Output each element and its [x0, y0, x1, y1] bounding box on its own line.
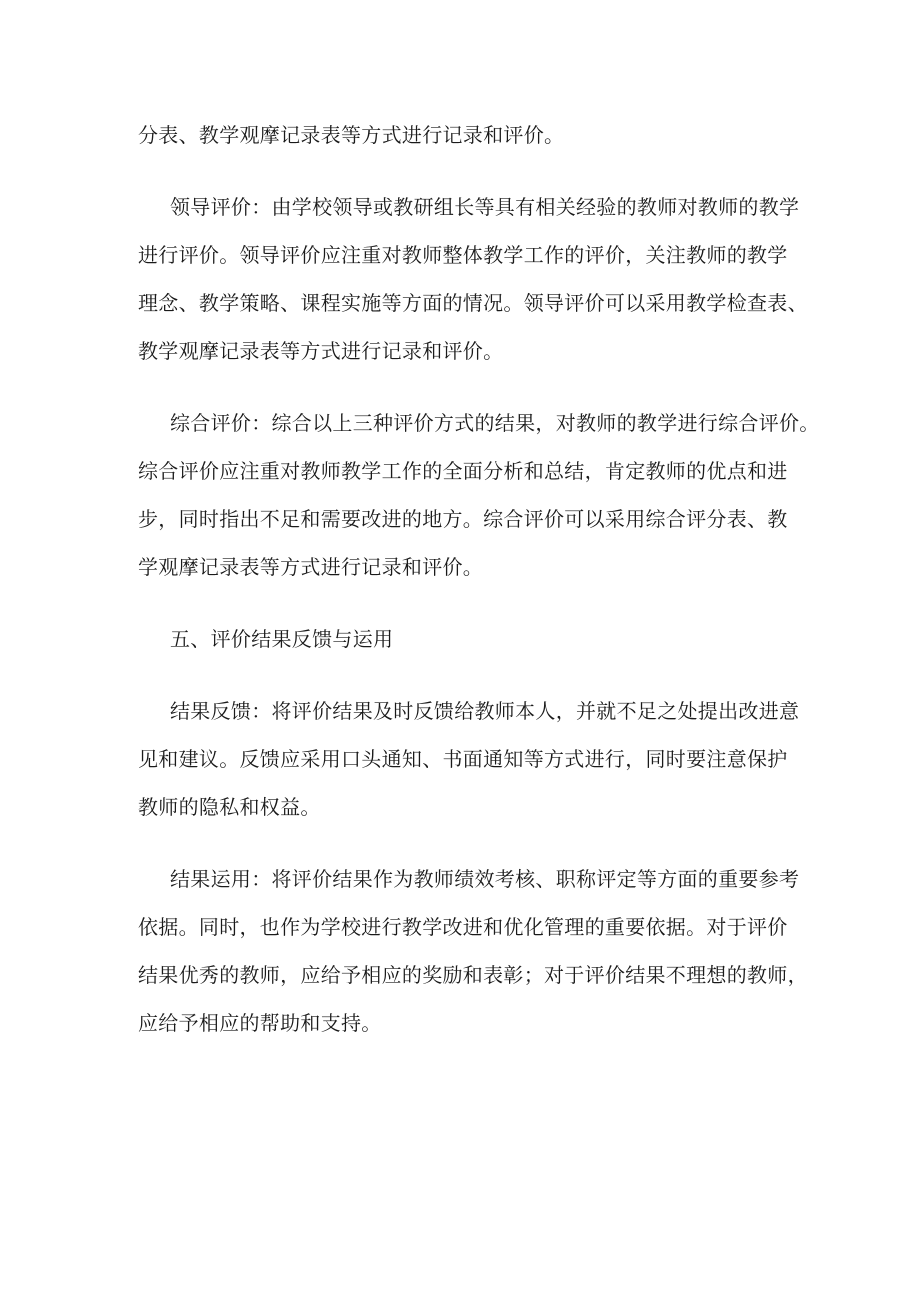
leader-eval-line-3: 理念、教学策略、课程实施等方面的情况。领导评价可以采用教学检查表、 — [138, 291, 808, 315]
result-feedback-line-3: 教师的隐私和权益。 — [138, 795, 321, 819]
result-usage-line-4: 应给予相应的帮助和支持。 — [138, 1011, 382, 1035]
comprehensive-eval-line-4: 学观摩记录表等方式进行记录和评价。 — [138, 555, 484, 579]
leader-eval-line-1: 领导评价：由学校领导或教研组长等具有相关经验的教师对教师的教学 — [170, 195, 800, 219]
section-heading: 五、评价结果反馈与运用 — [170, 627, 394, 651]
continuation-line-1: 分表、教学观摩记录表等方式进行记录和评价。 — [138, 123, 565, 147]
leader-eval-line-2: 进行评价。领导评价应注重对教师整体教学工作的评价，关注教师的教学 — [138, 243, 788, 267]
result-feedback-line-1: 结果反馈：将评价结果及时反馈给教师本人，并就不足之处提出改进意 — [170, 699, 800, 723]
result-usage-line-1: 结果运用：将评价结果作为教师绩效考核、职称评定等方面的重要参考 — [170, 867, 800, 891]
comprehensive-eval-line-2: 综合评价应注重对教师教学工作的全面分析和总结，肯定教师的优点和进 — [138, 459, 788, 483]
comprehensive-eval-line-1: 综合评价：综合以上三种评价方式的结果，对教师的教学进行综合评价。 — [170, 411, 820, 435]
leader-eval-line-4: 教学观摩记录表等方式进行记录和评价。 — [138, 339, 504, 363]
comprehensive-eval-line-3: 步，同时指出不足和需要改进的地方。综合评价可以采用综合评分表、教 — [138, 507, 788, 531]
result-usage-line-3: 结果优秀的教师，应给予相应的奖励和表彰；对于评价结果不理想的教师， — [138, 963, 808, 987]
result-usage-line-2: 依据。同时，也作为学校进行教学改进和优化管理的重要依据。对于评价 — [138, 915, 788, 939]
result-feedback-line-2: 见和建议。反馈应采用口头通知、书面通知等方式进行，同时要注意保护 — [138, 747, 788, 771]
